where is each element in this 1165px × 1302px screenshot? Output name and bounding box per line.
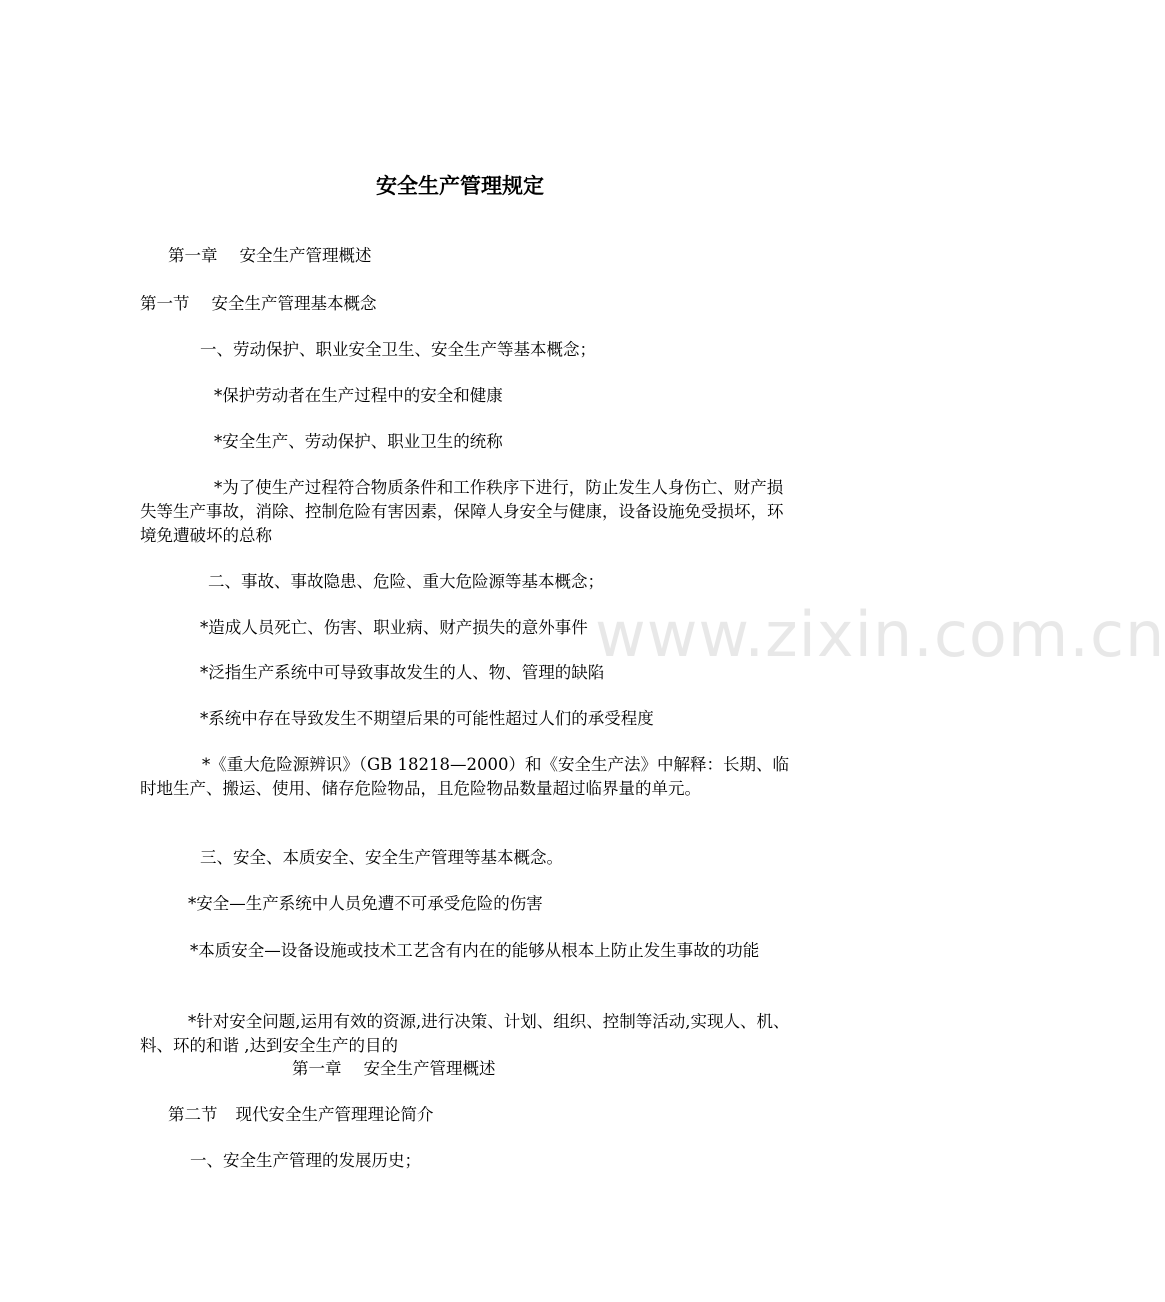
item1-point-3: *为了使生产过程符合物质条件和工作秩序下进行，防止发生人身伤亡、财产损失等生产事故，消除、控制危险有害因素，保障人身安全与健康，设备设施免受损坏，环境免遭破坏的总称	[140, 478, 784, 545]
chapter-name: 安全生产管理概述	[239, 246, 372, 265]
chapter-heading-repeat	[292, 1057, 496, 1081]
item1-heading: 一、劳动保护、职业安全卫生、安全生产等基本概念；	[200, 340, 596, 359]
chapter-heading	[168, 244, 372, 268]
chapter-name: 安全生产管理概述	[363, 1059, 496, 1078]
item2-heading: 二、事故、事故隐患、危险、重大危险源等基本概念；	[208, 572, 604, 591]
item1-point-2: *安全生产、劳动保护、职业卫生的统称	[214, 432, 503, 451]
section-name: 现代安全生产管理理论简介	[235, 1105, 434, 1124]
item3-heading: 三、安全、本质安全、安全生产管理等基本概念。	[200, 848, 563, 867]
item2-point-1: *造成人员死亡、伤害、职业病、财产损失的意外事件	[200, 618, 588, 637]
chapter-label: 第一章	[292, 1059, 342, 1078]
item3-point-1: *安全—生产系统中人员免遭不可承受危险的伤害	[188, 894, 543, 913]
document-title: 安全生产管理规定	[376, 173, 544, 198]
item1-point-1: *保护劳动者在生产过程中的安全和健康	[214, 386, 503, 405]
item2-point-2: *泛指生产系统中可导致事故发生的人、物、管理的缺陷	[200, 663, 605, 682]
section2-item1: 一、安全生产管理的发展历史；	[190, 1151, 421, 1170]
item2-point-4: *《重大危险源辨识》（GB 18218—2000）和《安全生产法》中解释：长期、临时地生产、搬运、使用、储存危险物品，且危险物品数量超过临界量的单元。	[140, 755, 790, 798]
chapter-label: 第一章	[168, 246, 218, 265]
watermark: www.zixin.com.cn	[595, 598, 1165, 671]
section-heading	[140, 292, 377, 316]
item3-point-3: *针对安全问题,运用有效的资源,进行决策、计划、组织、控制等活动,实现人、机、料、环的和谐 ,达到安全生产的目的	[140, 1012, 790, 1055]
item2-point-3: *系统中存在导致发生不期望后果的可能性超过人们的承受程度	[200, 709, 654, 728]
item3-point-2: *本质安全—设备设施或技术工艺含有内在的能够从根本上防止发生事故的功能	[190, 941, 760, 960]
section2-heading	[168, 1103, 434, 1127]
section-name: 安全生产管理基本概念	[211, 294, 377, 313]
section-label: 第二节	[168, 1105, 218, 1124]
section-label: 第一节	[140, 294, 190, 313]
